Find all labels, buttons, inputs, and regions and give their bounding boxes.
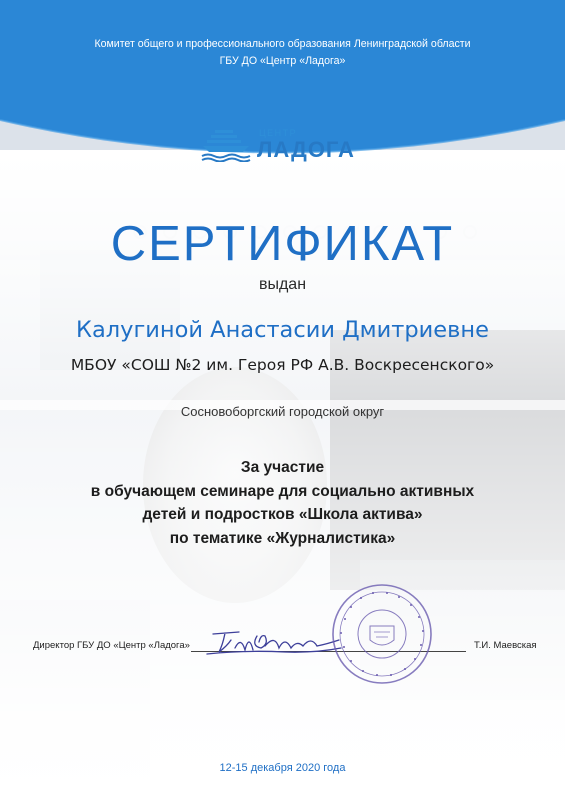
issued-label: выдан (258, 276, 307, 293)
committee-header (0, 36, 565, 70)
committee-line-2: ГБУ ДО «Центр «Ладога» (219, 55, 346, 67)
award-line-1: За участие (240, 459, 325, 476)
award-line-3: детей и подростков «Школа актива» (142, 506, 423, 523)
award-line-4: по тематике «Журналистика» (169, 529, 396, 547)
logo-small-text: ЦЕНТР (259, 128, 298, 138)
committee-line-1: Комитет общего и профессионального образования Ленинградской области (94, 38, 471, 50)
school-name: МБОУ «СОШ №2 им. Героя РФ А.В. Воскресенского» (70, 356, 495, 374)
official-seal-icon (330, 582, 434, 686)
certificate-title: СЕРТИФИКАТ (110, 217, 455, 271)
ship-icon (201, 126, 253, 162)
handwritten-signature (205, 622, 345, 662)
award-text (0, 456, 565, 550)
award-line-2: в обучающем семинаре для социально активных (90, 482, 475, 500)
district-name: Сосновоборгский городской округ (180, 404, 385, 419)
logo-big-text: ЛАДОГА (257, 137, 355, 162)
signatory-role: Директор ГБУ ДО «Центр «Ладога» (33, 640, 190, 651)
ladoga-logo (201, 126, 366, 164)
event-date: 12-15 декабря 2020 года (219, 762, 346, 774)
recipient-name: Калугиной Анастасии Дмитриевне (76, 317, 489, 343)
signatory-name: Т.И. Маевская (474, 640, 537, 651)
